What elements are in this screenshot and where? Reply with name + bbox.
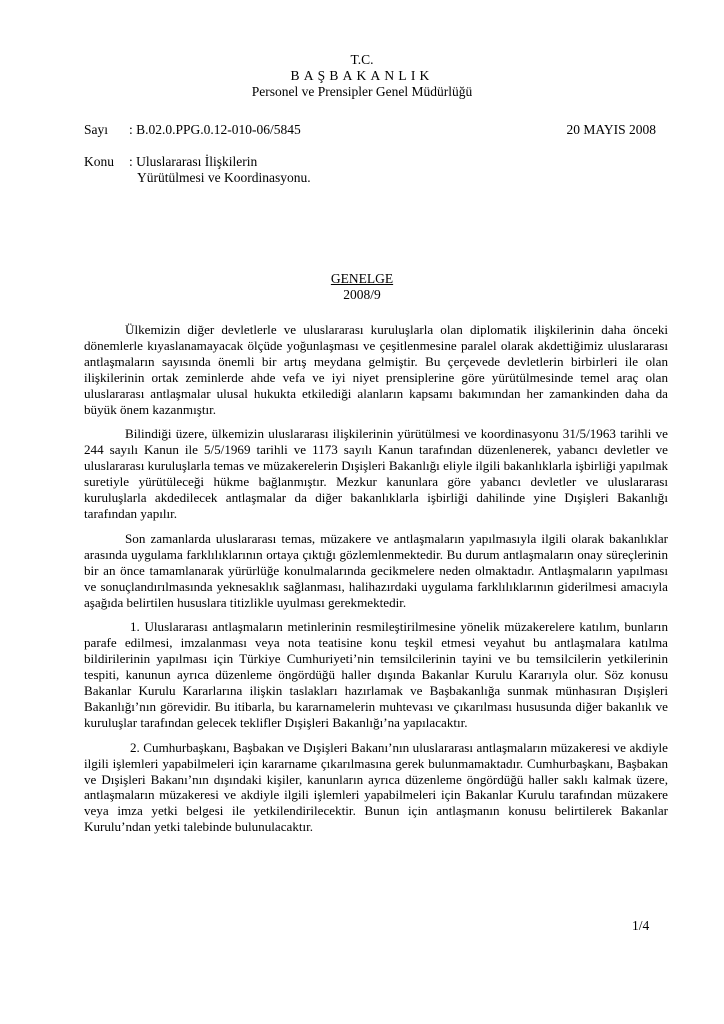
genelge-number: 2008/9 [343,287,381,302]
konu-label: Konu [84,154,114,169]
letterhead-country: T.C. [350,52,374,67]
letterhead-institution: BAŞBAKANLIK [290,68,434,83]
genelge-heading [0,271,724,303]
numbered-item: 2. Cumhurbaşkanı, Başbakan ve Dışişleri Bakanı’nın uluslararası antlaşmaların müzakeresi ve akdiyle ilgili işlemleri yapabilmeleri için kararname çıkarılmasına gerek bulunmamaktadır. Cumhurbaşkanı, Başbakan ve Dışişleri Bakanı’nın dışındaki kişiler, kanunların ayrıca düzenleme öngördüğü haller saklı kalmak üzere, antlaşmaların müzakeresi ve akdiyle ilgili işlemleri yapabilmeleri için Bakanlar Kurulu tarafından müzakere veya imza yetki belgesi ile yetkilendirilecektir. Bunun için antlaşmanın konusu belirtilerek Bakanlar Kurulu’ndan yetki talebinde bulunulacaktır. [84,739,668,835]
paragraph: Bilindiği üzere, ülkemizin uluslararası ilişkilerinin yürütülmesi ve koordinasyonu 31/5/1963 tarihli ve 244 sayılı Kanun ile 5/5/1969 tarihli ve 1173 sayılı Kanun tarafından düzenlenerek, yabancı devletler ve uluslararası kuruluşlarla temas ve müzakerelerin Dışişleri Bakanlığı eliyle ilgili bakanlıklarla işbirliği yapılmak suretiyle yürütüleceği hükme bağlanmıştır. Mezkur kanunlara göre yabancı devletler ve uluslararası kuruluşlarla akdedilecek antlaşmalar da diğer bakanlıklarla işbirliği dahilinde yine Dışişleri Bakanlığı tarafından yapılır. [84,426,668,521]
letterhead-department: Personel ve Prensipler Genel Müdürlüğü [251,84,473,99]
paragraph: Son zamanlarda uluslararası temas, müzakere ve antlaşmaların yapılmasıyla ilgili olarak bakanlıklar arasında uygulama farklılıklarının ortaya çıktığı gözlemlenmektedir. Bu durum antlaşmaların onay süreçlerinin bir an önce tamamlanarak yürürlüğe konulmalarında gecikmelere neden olmaktadır. Antlaşmaların yapılması ve sonuçlandırılmasında yeknesaklık sağlanması, halihazırdaki uygulama farklılıklarının giderilmesi amacıyla aşağıda belirtilen hususlara titizlikle uyulması gerekmektedir. [84,530,668,610]
sayi-label: Sayı [84,122,109,137]
document-body [84,322,668,844]
document-date: 20 MAYIS 2008 [566,122,656,137]
genelge-title: GENELGE [330,271,394,286]
sayi-line [84,122,656,138]
page-number: 1/4 [632,918,650,933]
letterhead [0,52,724,100]
sayi-value: : B.02.0.PPG.0.12-010-06/5845 [129,122,301,137]
konu-value-line2: Yürütülmesi ve Koordinasyonu. [137,170,311,185]
paragraph: Ülkemizin diğer devletlerle ve uluslararası kuruluşlarla olan diplomatik ilişkilerinin daha önceki dönemlerle kıyaslanamayacak ölçüde yoğunlaşması ve çeşitlenmesine paralel olarak akdettiğimiz uluslararası antlaşmaların sayısında önemli bir artış meydana gelmiştir. Bu çerçevede devletlerin birbirleri ile olan ilişkilerinin ortak zeminlerde ahde vefa ve iyi niyet prensiplerine göre yürütülmesinde temel araç olan uluslararası antlaşmalar ulusal hukukta etkilediği alanların kapsamı bakımından her zamankinden daha da büyük önem kazanmıştır. [84,322,668,417]
numbered-item: 1. Uluslararası antlaşmaların metinlerinin resmileştirilmesine yönelik müzakerelere katılım, bunların parafe edilmesi, imzalanması veya nota teatisine konu teşkil etmesi veyahut bu antlaşmalara katılma bildirilerinin yapılması için Türkiye Cumhuriyeti’nin temsilcilerinin tayini ve bu temsilcilerin yetkilerinin tespiti, kanunun ayrıca düzenleme öngördüğü haller dışında Bakanlar Kurulu Kararıyla olur. Söz konusu Bakanlar Kurulu Kararlarına ilişkin taslakları hazırlamak ve Başbakanlığa sunmak münhasıran Dışişleri Bakanlığı’nın görevidir. Bu itibarla, bu kararnamelerin muhtevası ve çıkarılması hususunda diğer bakanlık ve kuruluşlar tarafından gelecek teklifler Dışişleri Bakanlığı’na yapılacaktır. [84,619,668,730]
konu-value-line1: : Uluslararası İlişkilerin [129,154,258,169]
konu-block [84,154,644,186]
